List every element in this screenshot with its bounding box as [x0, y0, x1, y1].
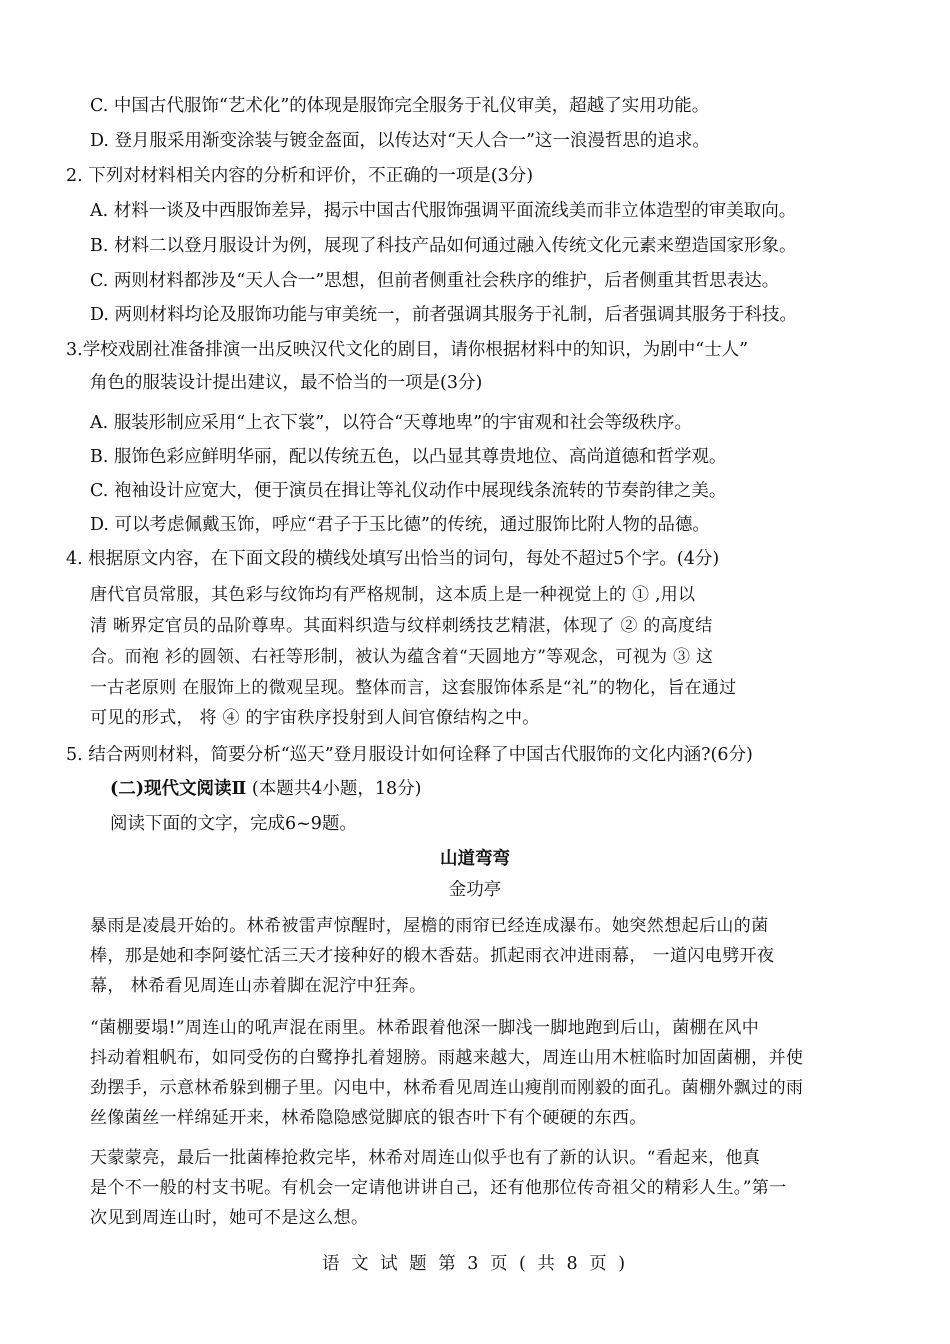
q2-option-d: D. 两则材料均论及服饰功能与审美统一，前者强调其服务于礼制，后者强调其服务于科技。 [90, 305, 798, 325]
story-line: 暴雨是凌晨开始的。林希被雷声惊醒时，屋檐的雨帘已经连成瀑布。她突然想起后山的菌 [90, 916, 769, 936]
story-line: 天蒙蒙亮，最后一批菌棒抢救完毕，林希对周连山似乎也有了新的认识。“看起来，他真 [90, 1148, 761, 1168]
story-line: 棒，那是她和李阿婆忙活三天才接种好的椴木香菇。抓起雨衣冲进雨幕， 一道闪电劈开夜 [90, 946, 775, 966]
q2-option-c: C. 两则材料都涉及“天人合一”思想，但前者侧重社会秩序的维护，后者侧重其哲思表达。 [90, 271, 780, 291]
q2-option-a: A. 材料一谈及中西服饰差异，揭示中国古代服饰强调平面流线美而非立体造型的审美取向。 [90, 201, 797, 221]
section-note: (本题共4小题，18分) [251, 779, 422, 799]
q3-option-b: B. 服饰色彩应鲜明华丽，配以传统五色，以凸显其尊贵地位、高尚道德和哲学观。 [90, 447, 727, 467]
q3-option-a: A. 服装形制应采用“上衣下裳”，以符合“天尊地卑”的宇宙观和社会等级秩序。 [90, 413, 693, 433]
q4-stem: 4. 根据原文内容，在下面文段的横线处填写出恰当的词句，每处不超过5个字。(4分) [66, 549, 720, 569]
story-line: “菌棚要塌!”周连山的吼声混在雨里。林希跟着他深一脚浅一脚地跑到后山，菌棚在风中 [90, 1018, 760, 1038]
q4-passage-line: 一古老原则 在服饰上的微观呈现。整体而言，这套服饰体系是“礼”的物化，旨在通过 [90, 678, 737, 698]
story-line: 抖动着粗帆布，如同受伤的白鹭挣扎着翅膀。雨越来越大，周连山用木桩临时加固菌棚，并使 [90, 1048, 804, 1068]
story-line: 丝像菌丝一样绵延开来，林希隐隐感觉脚底的银杏叶下有个硬硬的东西。 [90, 1108, 647, 1128]
story-line: 劲摆手，示意林希躲到棚子里。闪电中，林希看见周连山瘦削而刚毅的面孔。菌棚外飘过的雨 [90, 1078, 804, 1098]
q2-option-b: B. 材料二以登月服设计为例，展现了科技产品如何通过融入传统文化元素来塑造国家形象。 [90, 236, 797, 256]
q3-stem-line1: 3.学校戏剧社准备排演一出反映汉代文化的剧目，请你根据材料中的知识，为剧中“士人” [66, 340, 749, 360]
section-heading [110, 777, 421, 801]
q4-passage-line: 清 晰界定官员的品阶尊卑。其面料织造与纹样刺绣技艺精湛，体现了 ② 的高度结 [90, 616, 713, 636]
q2-stem: 2. 下列对材料相关内容的分析和评价，不正确的一项是(3分) [66, 166, 534, 186]
q3-option-c: C. 袍袖设计应宽大，便于演员在揖让等礼仪动作中展现线条流转的节奏韵律之美。 [90, 481, 727, 501]
q3-option-d: D. 可以考虑佩戴玉饰，呼应“君子于玉比德”的传统，通过服饰比附人物的品德。 [90, 515, 710, 535]
section-instruction: 阅读下面的文字，完成6~9题。 [110, 814, 357, 834]
story-line: 次见到周连山时，她可不是这么想。 [90, 1208, 369, 1228]
story-line: 幕， 林希看见周连山赤着脚在泥泞中狂奔。 [90, 976, 427, 996]
q4-passage-line: 唐代官员常服，其色彩与纹饰均有严格规制，这本质上是一种视觉上的 ① ,用以 [90, 585, 696, 605]
q3-stem-line2: 角色的服装设计提出建议，最不恰当的一项是(3分) [90, 373, 483, 393]
q4-passage-line: 合。而袍 衫的圆领、右衽等形制，被认为蕴含着“天圆地方”等观念，可视为 ③ 这 [90, 647, 714, 667]
story-title: 山道弯弯 [440, 849, 510, 869]
q5-stem: 5. 结合两则材料，简要分析“巡天”登月服设计如何诠释了中国古代服饰的文化内涵?(6分) [66, 745, 753, 765]
page-footer: 语 文 试 题 第 3 页 ( 共 8 页 ) [321, 1254, 629, 1274]
q4-passage-line: 可见的形式， 将 ④ 的宇宙秩序投射到人间官僚结构之中。 [90, 708, 540, 728]
story-line: 是个不一般的村支书呢。有机会一定请他讲讲自己，还有他那位传奇祖父的精彩人生。”第一 [90, 1178, 787, 1198]
story-author: 金功亭 [448, 880, 502, 900]
section-title: (二)现代文阅读Ⅱ [110, 779, 247, 799]
q1-option-c: C. 中国古代服饰“艺术化”的体现是服饰完全服务于礼仪审美，超越了实用功能。 [90, 96, 710, 116]
q1-option-d: D. 登月服采用渐变涂装与镀金盔面，以传达对“天人合一”这一浪漫哲思的追求。 [90, 131, 710, 151]
